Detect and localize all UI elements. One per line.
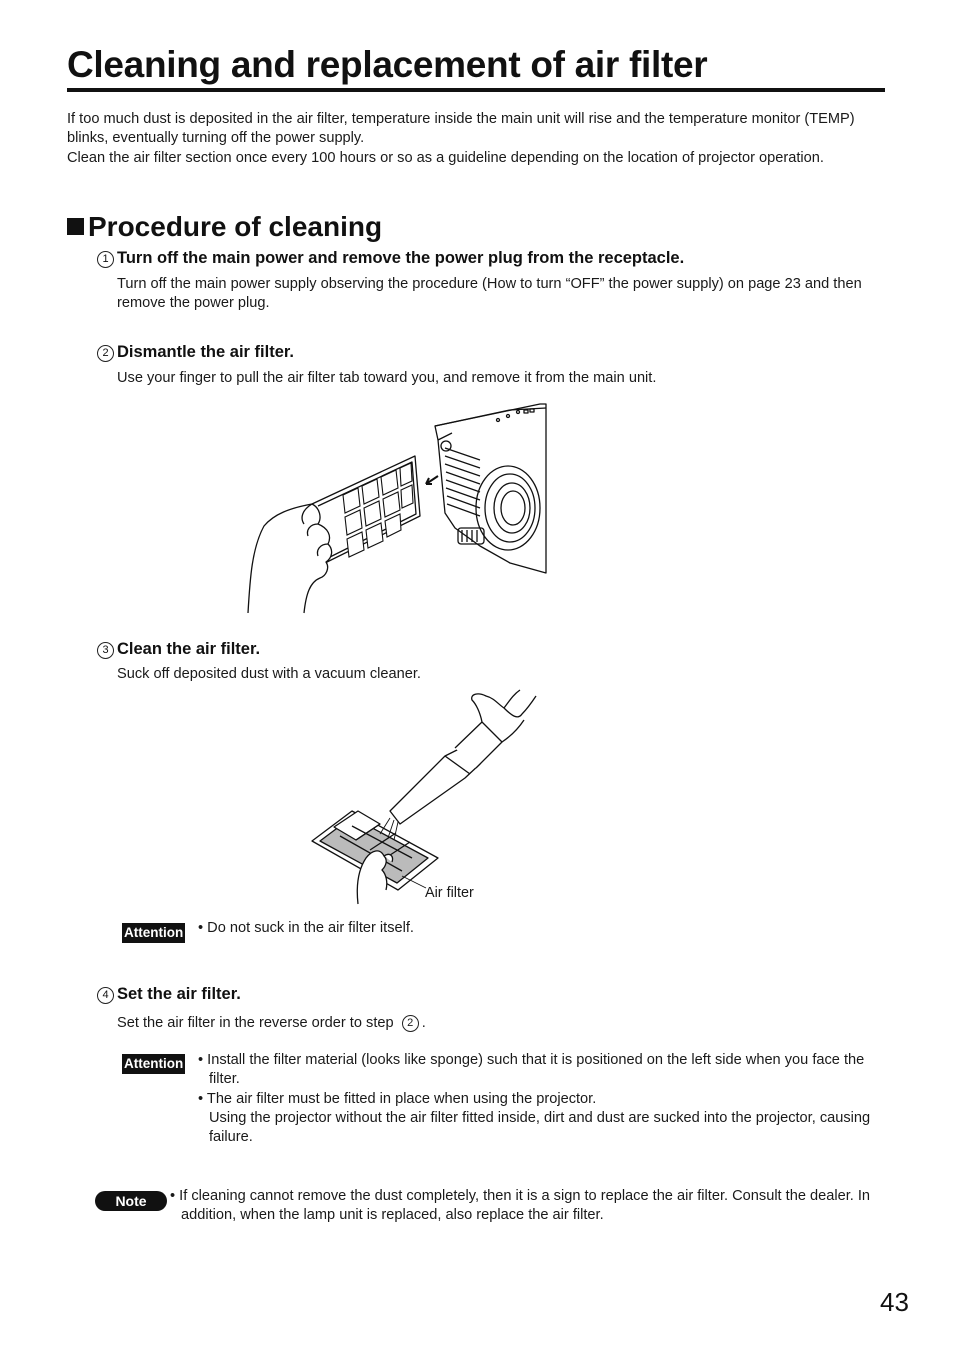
step-1-heading <box>97 249 684 268</box>
step-number: 3 <box>97 642 114 659</box>
page-title: Cleaning and replacement of air filter <box>67 44 708 85</box>
step-heading-text: Set the air filter. <box>117 985 241 1003</box>
step-body-text: Use your finger to pull the air filter tab toward you, and remove it from the main unit. <box>117 370 657 386</box>
step-body-text: Suck off deposited dust with a vacuum cleaner. <box>117 666 421 682</box>
page-number: 43 <box>880 1287 909 1317</box>
step-4-body <box>117 1014 887 1033</box>
step-ref-number: 2 <box>402 1015 419 1032</box>
vacuum-cleaning-illustration <box>300 686 540 906</box>
attention-text <box>198 919 888 938</box>
attention-badge: Attention <box>122 923 185 943</box>
section-heading-text: Procedure of cleaning <box>88 211 383 242</box>
step-heading-text: Turn off the main power and remove the power plug from the receptacle. <box>117 249 685 267</box>
note-badge: Note <box>95 1191 167 1211</box>
step-body-end: . <box>421 1015 426 1031</box>
remove-filter-illustration <box>240 398 550 616</box>
figure-caption: Air filter <box>425 885 474 901</box>
title-rule <box>67 88 885 92</box>
attention-text <box>198 1051 888 1147</box>
step-heading-text: Clean the air filter. <box>117 640 261 658</box>
attention-item: • The air filter must be fitted in place when using the projector. <box>198 1090 597 1107</box>
section-heading <box>67 211 382 243</box>
intro-text <box>67 110 887 168</box>
step-3-heading <box>97 640 260 659</box>
step-body-text: Turn off the main power supply observing the procedure (How to turn “OFF” the power supply) on page 23 and then remove the power plug. <box>117 276 862 312</box>
step-heading-text: Dismantle the air filter. <box>117 343 294 361</box>
intro-paragraph: If too much dust is deposited in the air filter, temperature inside the main unit will rise and the temperature monitor (TEMP) blinks, eventually turning off the power supply. <box>67 111 855 147</box>
step-3-body <box>117 665 887 684</box>
step-number: 2 <box>97 345 114 362</box>
step-1-body <box>117 275 887 314</box>
step-number: 4 <box>97 987 114 1004</box>
attention-item: • Install the filter material (looks like sponge) such that it is positioned on the left side when you face the filter. <box>198 1052 865 1088</box>
square-bullet-icon <box>67 218 84 235</box>
attention-item: • Do not suck in the air filter itself. <box>198 920 414 936</box>
step-2-body <box>117 369 887 388</box>
step-4-heading <box>97 985 241 1004</box>
intro-paragraph: Clean the air filter section once every 100 hours or so as a guideline depending on the location of projector operation. <box>67 149 824 166</box>
step-2-heading <box>97 343 294 362</box>
step-body-text: Set the air filter in the reverse order to step <box>117 1015 394 1031</box>
step-number: 1 <box>97 251 114 268</box>
attention-item: Using the projector without the air filter fitted inside, dirt and dust are sucked into the projector, causing failure. <box>209 1109 871 1146</box>
attention-badge: Attention <box>122 1054 185 1074</box>
note-text: • If cleaning cannot remove the dust completely, then it is a sign to replace the air filter. Consult the dealer. In addition, when the lamp unit is replaced, also replace the air filter. <box>170 1188 871 1224</box>
